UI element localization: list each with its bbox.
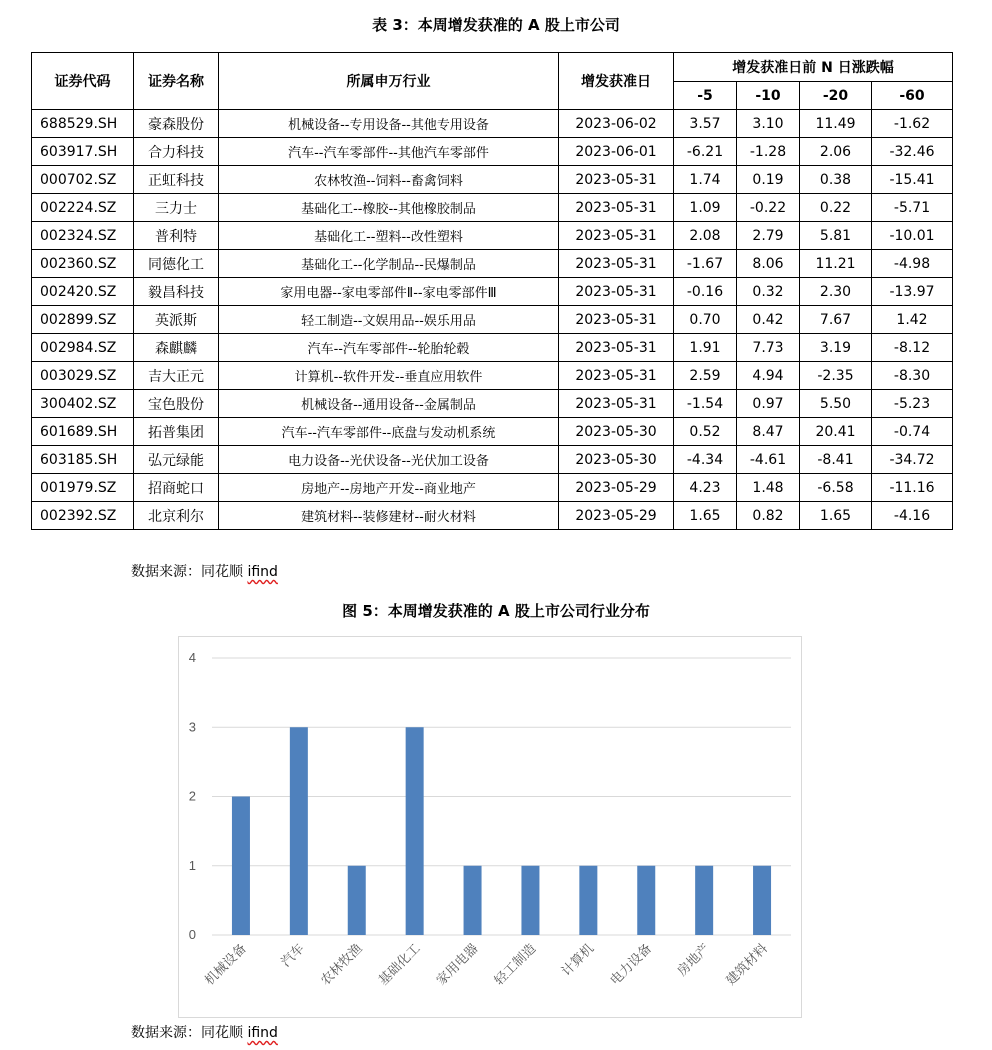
cell-change-60: -5.71	[872, 194, 953, 222]
cell-date: 2023-05-31	[559, 250, 674, 278]
cell-code: 002324.SZ	[32, 222, 134, 250]
cell-change-20: 0.38	[800, 166, 872, 194]
cell-date: 2023-05-30	[559, 418, 674, 446]
cell-change-10: 8.06	[737, 250, 800, 278]
x-tick-label: 建筑材料	[723, 941, 771, 989]
header-change-group: 增发获准日前 N 日涨跌幅	[674, 53, 953, 82]
cell-industry: 基础化工--化学制品--民爆制品	[219, 250, 559, 278]
cell-name: 拓普集团	[134, 418, 219, 446]
cell-date: 2023-05-31	[559, 222, 674, 250]
cell-change-5: 1.91	[674, 334, 737, 362]
cell-change-5: 2.08	[674, 222, 737, 250]
cell-name: 弘元绿能	[134, 446, 219, 474]
cell-change-5: -0.16	[674, 278, 737, 306]
header-code: 证券代码	[32, 53, 134, 110]
cell-code: 002224.SZ	[32, 194, 134, 222]
table-row	[32, 390, 953, 418]
header-period-10: -10	[737, 82, 800, 110]
x-tick-label: 机械设备	[202, 941, 250, 989]
cell-change-20: 1.65	[800, 502, 872, 530]
cell-change-10: 3.10	[737, 110, 800, 138]
cell-change-60: -8.30	[872, 362, 953, 390]
table-title: 表 3：本周增发获准的 A 股上市公司	[372, 16, 620, 34]
x-tick-label: 家用电器	[433, 941, 482, 989]
cell-change-10: 0.97	[737, 390, 800, 418]
cell-change-20: 0.22	[800, 194, 872, 222]
cell-change-10: 0.82	[737, 502, 800, 530]
cell-change-5: 4.23	[674, 474, 737, 502]
chart-title: 图 5：本周增发获准的 A 股上市公司行业分布	[342, 602, 650, 620]
cell-name: 毅昌科技	[134, 278, 219, 306]
cell-change-10: 4.94	[737, 362, 800, 390]
table-row	[32, 306, 953, 334]
cell-change-60: -34.72	[872, 446, 953, 474]
cell-change-10: 2.79	[737, 222, 800, 250]
industry-bar-chart	[178, 636, 802, 1018]
cell-date: 2023-05-31	[559, 334, 674, 362]
source-label: 数据来源：同花顺	[131, 564, 248, 580]
cell-change-60: -13.97	[872, 278, 953, 306]
table-row	[32, 110, 953, 138]
cell-industry: 机械设备--通用设备--金属制品	[219, 390, 559, 418]
cell-change-20: 2.06	[800, 138, 872, 166]
cell-industry: 基础化工--塑料--改性塑料	[219, 222, 559, 250]
header-period-60: -60	[872, 82, 953, 110]
cell-change-20: 20.41	[800, 418, 872, 446]
cell-name: 宝色股份	[134, 390, 219, 418]
cell-date: 2023-05-29	[559, 502, 674, 530]
cell-date: 2023-05-29	[559, 474, 674, 502]
table-row	[32, 138, 953, 166]
cell-code: 001979.SZ	[32, 474, 134, 502]
cell-change-5: 1.65	[674, 502, 737, 530]
cell-date: 2023-05-31	[559, 390, 674, 418]
cell-code: 000702.SZ	[32, 166, 134, 194]
bar	[637, 866, 655, 935]
cell-date: 2023-06-02	[559, 110, 674, 138]
cell-change-20: 5.81	[800, 222, 872, 250]
cell-industry: 机械设备--专用设备--其他专用设备	[219, 110, 559, 138]
x-tick-label: 农林牧渔	[318, 941, 366, 989]
table-row	[32, 362, 953, 390]
cell-industry: 汽车--汽车零部件--底盘与发动机系统	[219, 418, 559, 446]
cell-industry: 汽车--汽车零部件--其他汽车零部件	[219, 138, 559, 166]
cell-change-10: 8.47	[737, 418, 800, 446]
cell-industry: 轻工制造--文娱用品--娱乐用品	[219, 306, 559, 334]
cell-change-60: -1.62	[872, 110, 953, 138]
header-date: 增发获准日	[559, 53, 674, 110]
header-name: 证券名称	[134, 53, 219, 110]
header-period-20: -20	[800, 82, 872, 110]
cell-industry: 汽车--汽车零部件--轮胎轮毂	[219, 334, 559, 362]
placement-table	[31, 52, 953, 530]
cell-change-5: 1.74	[674, 166, 737, 194]
cell-change-5: -4.34	[674, 446, 737, 474]
cell-date: 2023-05-31	[559, 362, 674, 390]
table-row	[32, 446, 953, 474]
source-brand: ifind	[247, 564, 278, 580]
cell-change-10: -1.28	[737, 138, 800, 166]
table-source-note	[131, 561, 278, 581]
cell-change-20: 7.67	[800, 306, 872, 334]
cell-change-5: -6.21	[674, 138, 737, 166]
cell-change-5: -1.67	[674, 250, 737, 278]
cell-date: 2023-06-01	[559, 138, 674, 166]
cell-code: 002984.SZ	[32, 334, 134, 362]
cell-name: 同德化工	[134, 250, 219, 278]
table-row	[32, 222, 953, 250]
x-tick-label: 房地产	[674, 941, 713, 980]
cell-name: 招商蛇口	[134, 474, 219, 502]
cell-change-60: -0.74	[872, 418, 953, 446]
bar	[753, 866, 771, 935]
cell-change-20: 2.30	[800, 278, 872, 306]
y-tick-label: 4	[188, 650, 196, 665]
y-tick-label: 2	[188, 788, 196, 804]
cell-change-10: 7.73	[737, 334, 800, 362]
cell-change-20: 5.50	[800, 390, 872, 418]
cell-name: 吉大正元	[134, 362, 219, 390]
cell-code: 002420.SZ	[32, 278, 134, 306]
table-row	[32, 250, 953, 278]
cell-name: 三力士	[134, 194, 219, 222]
cell-industry: 家用电器--家电零部件Ⅱ--家电零部件Ⅲ	[219, 278, 559, 306]
bar	[464, 866, 482, 935]
cell-date: 2023-05-31	[559, 194, 674, 222]
table-row	[32, 474, 953, 502]
x-tick-label: 轻工制造	[491, 941, 540, 989]
cell-date: 2023-05-31	[559, 166, 674, 194]
cell-code: 688529.SH	[32, 110, 134, 138]
cell-industry: 建筑材料--装修建材--耐火材料	[219, 502, 559, 530]
cell-change-20: 11.49	[800, 110, 872, 138]
cell-name: 北京利尔	[134, 502, 219, 530]
cell-code: 003029.SZ	[32, 362, 134, 390]
table-row	[32, 418, 953, 446]
cell-name: 森麒麟	[134, 334, 219, 362]
cell-change-10: 0.32	[737, 278, 800, 306]
cell-change-5: 0.52	[674, 418, 737, 446]
cell-name: 普利特	[134, 222, 219, 250]
cell-change-20: 3.19	[800, 334, 872, 362]
x-tick-label: 基础化工	[376, 941, 424, 989]
bar	[579, 866, 597, 935]
cell-change-5: 1.09	[674, 194, 737, 222]
cell-change-10: 1.48	[737, 474, 800, 502]
cell-code: 002899.SZ	[32, 306, 134, 334]
table-row	[32, 278, 953, 306]
cell-code: 002392.SZ	[32, 502, 134, 530]
cell-name: 英派斯	[134, 306, 219, 334]
cell-industry: 农林牧渔--饲料--畜禽饲料	[219, 166, 559, 194]
cell-change-5: -1.54	[674, 390, 737, 418]
cell-name: 合力科技	[134, 138, 219, 166]
cell-industry: 计算机--软件开发--垂直应用软件	[219, 362, 559, 390]
bar	[290, 727, 308, 935]
cell-change-60: -10.01	[872, 222, 953, 250]
cell-industry: 基础化工--橡胶--其他橡胶制品	[219, 194, 559, 222]
source-brand: ifind	[247, 1025, 278, 1041]
cell-change-60: -11.16	[872, 474, 953, 502]
chart-source-note	[131, 1022, 278, 1042]
cell-code: 603917.SH	[32, 138, 134, 166]
cell-change-5: 2.59	[674, 362, 737, 390]
cell-code: 002360.SZ	[32, 250, 134, 278]
table-row	[32, 502, 953, 530]
table-row	[32, 334, 953, 362]
header-period-5: -5	[674, 82, 737, 110]
cell-change-10: -0.22	[737, 194, 800, 222]
bar	[695, 866, 713, 935]
bar	[521, 866, 539, 935]
cell-change-20: -6.58	[800, 474, 872, 502]
cell-change-60: -4.16	[872, 502, 953, 530]
cell-change-60: -4.98	[872, 250, 953, 278]
table-body	[32, 110, 953, 530]
cell-industry: 电力设备--光伏设备--光伏加工设备	[219, 446, 559, 474]
cell-code: 300402.SZ	[32, 390, 134, 418]
x-tick-label: 计算机	[558, 941, 598, 980]
cell-date: 2023-05-31	[559, 306, 674, 334]
bar	[406, 727, 424, 935]
cell-code: 603185.SH	[32, 446, 134, 474]
x-tick-label: 电力设备	[607, 941, 656, 989]
cell-code: 601689.SH	[32, 418, 134, 446]
table-row	[32, 166, 953, 194]
cell-change-20: -8.41	[800, 446, 872, 474]
y-tick-label: 0	[188, 927, 196, 942]
cell-change-60: -15.41	[872, 166, 953, 194]
cell-change-60: -5.23	[872, 390, 953, 418]
cell-date: 2023-05-31	[559, 278, 674, 306]
y-tick-label: 3	[188, 719, 196, 735]
cell-change-60: -8.12	[872, 334, 953, 362]
cell-change-60: 1.42	[872, 306, 953, 334]
header-industry: 所属申万行业	[219, 53, 559, 110]
bar	[232, 797, 250, 936]
x-tick-label: 汽车	[278, 941, 308, 971]
cell-change-60: -32.46	[872, 138, 953, 166]
cell-change-20: -2.35	[800, 362, 872, 390]
source-label: 数据来源：同花顺	[131, 1025, 248, 1041]
y-tick-label: 1	[188, 857, 196, 873]
bar	[348, 866, 366, 935]
cell-change-10: 0.19	[737, 166, 800, 194]
cell-change-20: 11.21	[800, 250, 872, 278]
cell-change-10: -4.61	[737, 446, 800, 474]
cell-change-5: 0.70	[674, 306, 737, 334]
table-row	[32, 194, 953, 222]
cell-date: 2023-05-30	[559, 446, 674, 474]
cell-name: 豪森股份	[134, 110, 219, 138]
cell-industry: 房地产--房地产开发--商业地产	[219, 474, 559, 502]
cell-name: 正虹科技	[134, 166, 219, 194]
cell-change-5: 3.57	[674, 110, 737, 138]
cell-change-10: 0.42	[737, 306, 800, 334]
chart-svg	[179, 637, 801, 1017]
